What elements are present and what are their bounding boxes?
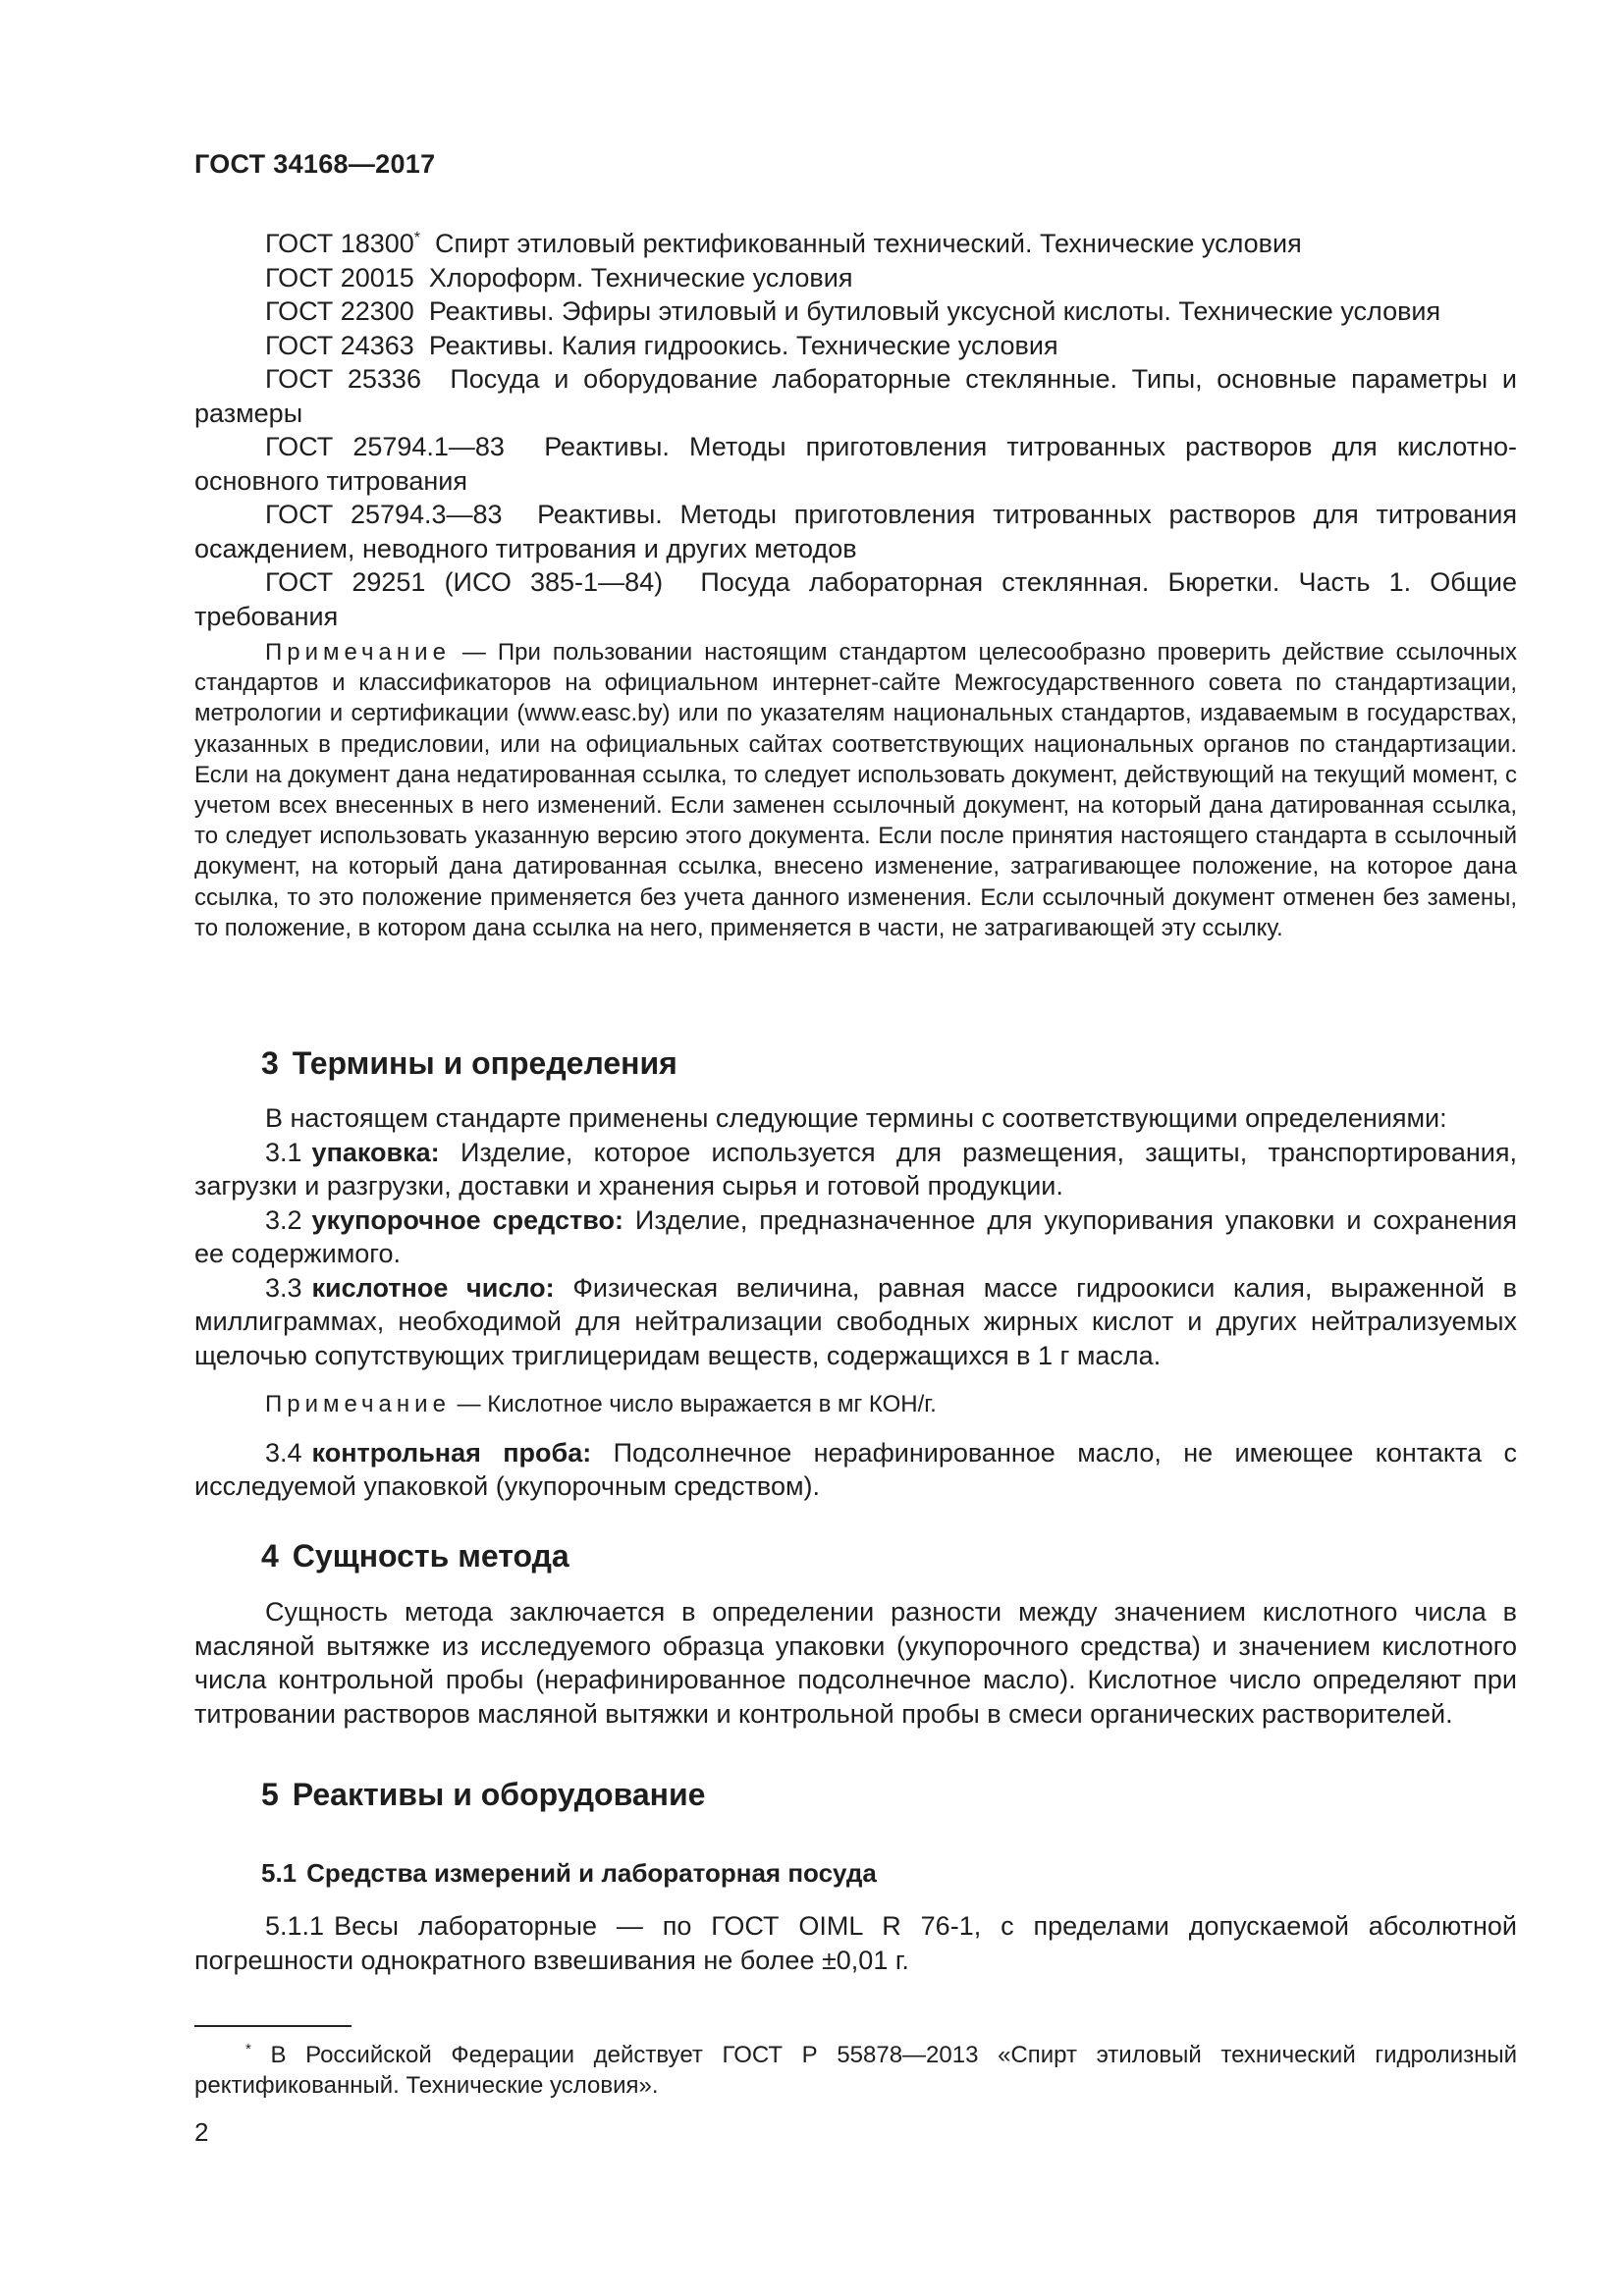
section-4-text: Сущность метода заключается в определении разности между значением кислотного числа в масляной вытяжке из исследуемого образца упаковки (укупорочного средства) и значением кислотного числа контрольной пробы (нерафинированное подсолнечное масло). Кислотное число определяют при титровании растворов масляной вытяжки и контрольной пробы в смеси органических растворителей. (194, 1597, 1517, 1729)
reference-note: Примечание — При пользовании настоящим стандартом целесообразно проверить действие ссылочных стандартов и классификаторов на официальном интернет-сайте Межгосударственного совета по стандартизации, метрологии и сертификации (www.easc.by) или по указателям национальных стандартов, издаваемым в государствах, указанных в предисловии, или на официальных сайтах соответствующих национальных органов по стандартизации. Если на документ дана недатированная ссылка, то следует использовать документ, действующий на текущий момент, с учетом всех внесенных в него изменений. Если заменен ссылочный документ, на который дана датированная ссылка, то следует использовать указанную версию этого документа. Если после принятия настоящего стандарта в ссылочный документ, на который дана датированная ссылка, внесено изменение, затрагивающее положение, на которое дана ссылка, то это положение применяется без учета данного изменения. Если ссылочный документ отменен без замены, то положение, в котором дана ссылка на него, применяется в части, не затрагивающей эту ссылку. (194, 639, 1518, 941)
reference-item: ГОСТ 25794.3—83 Реактивы. Методы приготовления титрованных растворов для титрования осаждением, неводного титрования и других методов (194, 500, 1517, 563)
references-list (194, 222, 1517, 633)
reference-item: ГОСТ 24363 Реактивы. Калия гидроокись. Технические условия (265, 330, 1058, 360)
section-4-body (194, 1595, 1517, 1731)
term-3-3: 3.3 кислотное число: Физическая величина, равная массе гидроокиси калия, выраженной в миллиграммах, необходимой для нейтрализации свободных жирных кислот и других нейтрализуемых щелочью сопутствующих триглицеридам веществ, содержащихся в 1 г масла. (194, 1272, 1517, 1370)
reference-item: ГОСТ 29251 (ИСО 385-1—84) Посуда лабораторная стеклянная. Бюретки. Часть 1. Общие требования (194, 567, 1518, 631)
footnote: * В Российской Федерации действует ГОСТ Р 55878—2013 «Спирт этиловый технический гидролизный ректификованный. Технические условия». (194, 2041, 1518, 2099)
item-5-1-1: 5.1.1 Весы лабораторные — по ГОСТ OIML R 76-1, с пределами допускаемой абсолютной погрешности однократного взвешивания не более ±0,01 г. (194, 1911, 1517, 1975)
term-note: Примечание — Кислотное число выражается в мг КОН/г. (265, 1391, 937, 1417)
section-3-heading: 3 Термины и определения (261, 1045, 677, 1081)
term-3-4: 3.4 контрольная проба: Подсолнечное нерафинированное масло, не имеющее контакта с исследуемой упаковкой (укупорочным средством). (194, 1437, 1517, 1501)
term-3-1: 3.1 упаковка: Изделие, которое используется для размещения, защиты, транспортирования, загрузки и разгрузки, доставки и хранения сырья и готовой продукции. (194, 1137, 1517, 1201)
reference-item: ГОСТ 25794.1—83 Реактивы. Методы приготовления титрованных растворов для кислотно-основного титрования (194, 432, 1517, 496)
section-3-intro: В настоящем стандарте применены следующие термины с соответствующими определениями: (265, 1103, 1447, 1133)
page-number: 2 (194, 2117, 209, 2147)
reference-item: ГОСТ 22300 Реактивы. Эфиры этиловый и бутиловый уксусной кислоты. Технические условия (265, 296, 1441, 326)
section-5-heading: 5 Реактивы и оборудование (261, 1777, 706, 1812)
reference-item: ГОСТ 20015 Хлороформ. Технические условия (265, 262, 853, 293)
section-5-1-heading: 5.1 Средства измерений и лабораторная посуда (261, 1858, 877, 1888)
reference-item: ГОСТ 18300* Спирт этиловый ректификованный технический. Технические условия (265, 229, 1302, 258)
reference-item: ГОСТ 25336 Посуда и оборудование лабораторные стеклянные. Типы, основные параметры и размеры (194, 364, 1517, 428)
section-4-heading: 4 Сущность метода (261, 1538, 569, 1574)
footnote-divider (194, 2025, 352, 2027)
document-header-id: ГОСТ 34168—2017 (194, 149, 436, 179)
section-5-body (194, 1909, 1517, 1977)
term-3-2: 3.2 укупорочное средство: Изделие, предназначенное для укупоривания упаковки и сохранения ее содержимого. (194, 1204, 1517, 1268)
section-3-body (194, 1101, 1517, 1504)
